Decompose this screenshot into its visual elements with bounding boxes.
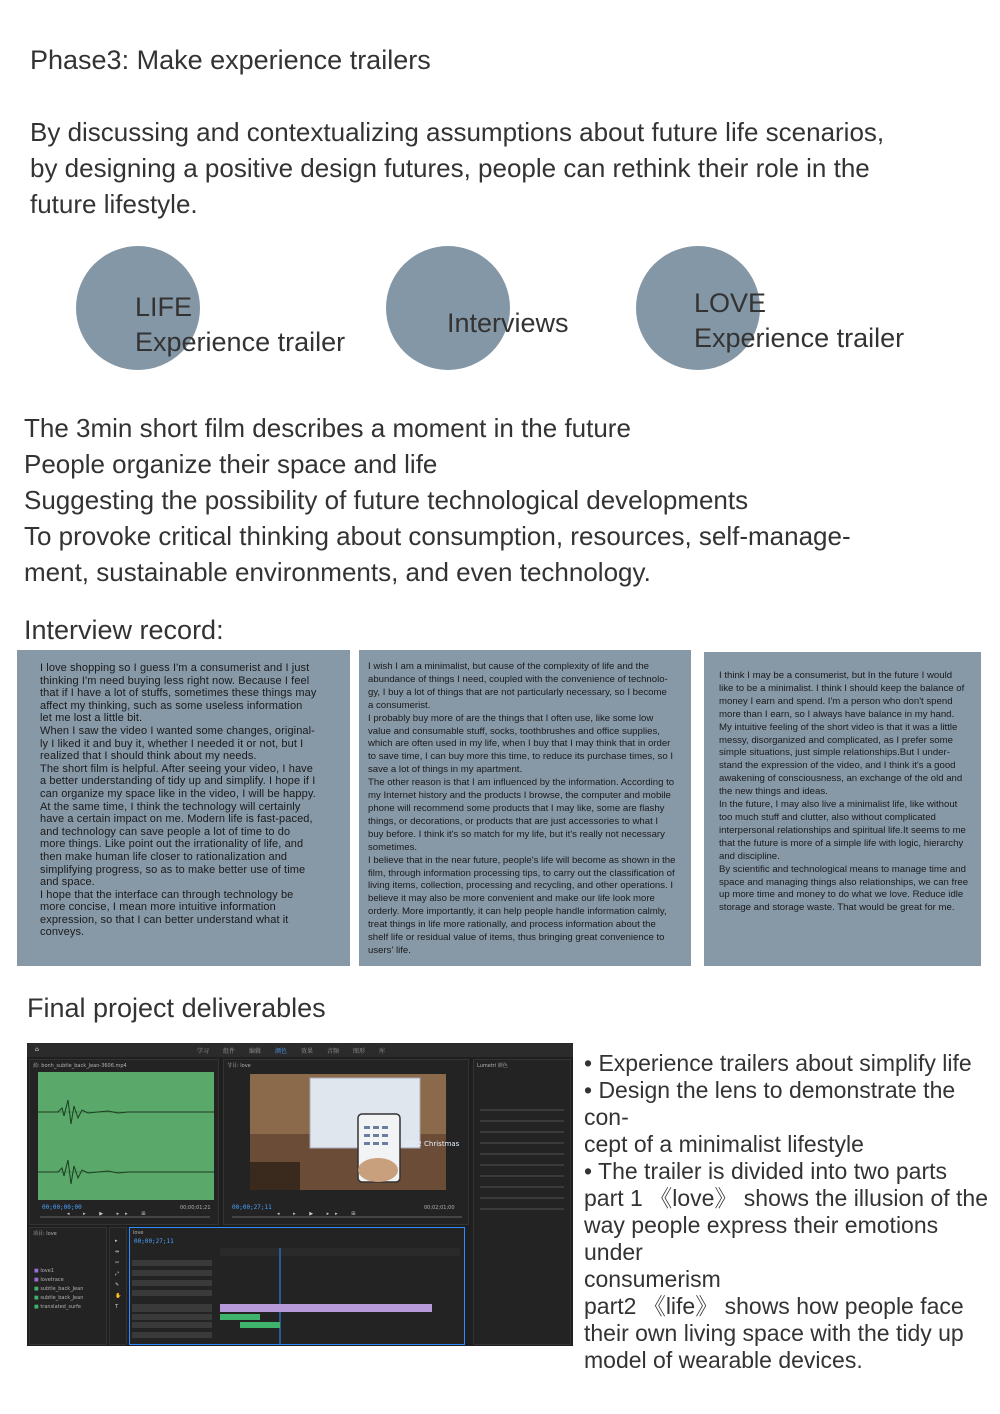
interview-line: a better understanding of tidy up and simplify. I hope if I	[40, 775, 316, 788]
interview-line: orderly. More importantly, it can help people handle information calmly,	[368, 906, 667, 918]
timeline-timecode[interactable]: 00;00;27;11	[134, 1238, 174, 1245]
description-line: ment, sustainable environments, and even technology.	[24, 557, 651, 587]
interview-line: storage and storage waste. That would be great for me.	[719, 902, 955, 914]
deliverable-line: consumerism	[584, 1266, 721, 1292]
deliverable-line: way people express their emotions under	[584, 1212, 939, 1265]
interview-line: more than I earn, so I always have balance in my hand.	[719, 708, 955, 720]
interview-line: a consumerist.	[368, 699, 431, 711]
menu-item[interactable]: 库	[379, 1048, 386, 1055]
deliverable-line: • The trailer is divided into two parts	[584, 1158, 948, 1184]
menu-item[interactable]: 音频	[327, 1048, 340, 1055]
program-timecode[interactable]: 00;00;27;11	[232, 1204, 272, 1211]
source-duration: 00;00;01;21	[180, 1205, 211, 1211]
interview-line: my Internet history and the products I browse, the computer and mobile	[368, 790, 671, 802]
interview-line: I wish I am a minimalist, but cause of the complexity of life and the	[368, 661, 650, 672]
interview-line: abundance of things I need, coupled with the convenience of technolo-	[368, 673, 668, 685]
menu-item[interactable]: 效果	[301, 1048, 314, 1055]
source-monitor	[29, 1059, 219, 1225]
interview-line: that if I have a lot of stuffs, sometimes these things may	[40, 687, 317, 700]
editor-menu-bar	[27, 1043, 573, 1057]
description-line: The 3min short film describes a moment in the future	[24, 413, 631, 443]
interview-line: too much stuff and clutter, also without complicated	[719, 811, 936, 823]
interview-line: can organize my space like in the video, I will be happy.	[40, 787, 316, 800]
interview-line: that the future is more of a simple life with logic, hierarchy	[719, 837, 964, 849]
project-panel	[29, 1227, 107, 1345]
deliverable-line: model of wearable devices.	[584, 1347, 863, 1373]
project-item[interactable]: ■ subtle_back_Jean	[34, 1286, 84, 1292]
project-item[interactable]: ■ translated_surfe	[34, 1304, 82, 1310]
interview-line: save a lot of things in my apartment.	[368, 764, 523, 776]
slider[interactable]	[480, 1164, 564, 1166]
interview-line: sometimes.	[368, 841, 418, 853]
intro-line: By discussing and contextualizing assumptions about future life scenarios,	[30, 117, 885, 147]
program-duration: 00;02;01;00	[424, 1205, 455, 1211]
interview-line: space and managing things also relationships, we can free	[719, 876, 969, 888]
deliverables-list	[584, 1050, 996, 1374]
interview-line: treat things in life more rationally, and process information about the	[368, 919, 656, 931]
video-editor-screenshot	[27, 1043, 573, 1346]
interviews-circle-label	[447, 306, 569, 341]
timeline-tracks	[130, 1248, 464, 1344]
interview-line: I think I may be a consumerist, but In the future I would	[719, 670, 953, 681]
interview-line: more things. Like point out the irrationality of life, and	[40, 838, 304, 851]
interview-line: interpersonal relationships and spiritual life.It seems to me	[719, 824, 966, 836]
project-list	[34, 1268, 83, 1313]
description-line: To provoke critical thinking about consumption, resources, self-manage-	[24, 521, 851, 551]
interview-line: and space.	[40, 876, 95, 889]
video-frame	[250, 1074, 460, 1190]
interview-line: messy, disorganized and complicated, as I prefer some	[719, 734, 953, 746]
interview-line: more concise, I mean more intuitive information	[40, 901, 276, 914]
slider[interactable]	[480, 1197, 564, 1199]
love-circle-label	[694, 286, 904, 356]
intro-line: future lifestyle.	[30, 189, 198, 219]
interview-record-title: Interview record:	[24, 615, 224, 645]
interviews-title: Interviews	[447, 308, 569, 338]
menu-item[interactable]: 组件	[223, 1048, 236, 1055]
lumetri-tab[interactable]: Lumetri 颜色	[477, 1063, 508, 1069]
interview-line: I probably buy more of are the things that I often use, like some low	[368, 712, 654, 724]
interview-line: to save time, I can buy more this time, to reduce its purchase times, so I	[368, 751, 673, 763]
slider[interactable]	[480, 1186, 564, 1188]
interview-line: simple situations, just simple relationships.But I under-	[719, 747, 950, 759]
interview-line: users' life.	[368, 944, 411, 956]
interview-line: By scientific and technological means to manage time and	[719, 863, 966, 875]
source-transport-controls[interactable]: ◂ ▸ ▶ ▸▸ ⊞	[67, 1211, 152, 1217]
deliverable-line: • Design the lens to demonstrate the con-	[584, 1077, 956, 1130]
slider[interactable]	[480, 1109, 564, 1111]
interview-line: conveys.	[40, 926, 85, 939]
interview-line: believe it may also be more convenient and make our life look more	[368, 893, 655, 905]
interview-line: My intuitive feeling of the short video is that it was a little	[719, 721, 958, 733]
interview-line: like to be a minimalist. I think I should keep the balance of	[719, 682, 965, 694]
slider[interactable]	[480, 1153, 564, 1155]
timeline-panel	[129, 1227, 465, 1345]
menu-item[interactable]: 图形	[353, 1048, 366, 1055]
project-item[interactable]: ■ love1	[34, 1268, 54, 1274]
interview-box-3	[704, 652, 981, 966]
lumetri-panel	[473, 1059, 571, 1345]
interview-line: In the future, I may also live a minimalist life, like without	[719, 799, 958, 811]
interview-line: affect my thinking, such as some useless information	[40, 699, 303, 712]
deliverable-line: part2 《life》 shows how people face	[584, 1293, 964, 1319]
interview-line: shelf life or residual value of items, thus bringing great convenience to	[368, 932, 665, 944]
description-line: Suggesting the possibility of future technological developments	[24, 485, 749, 515]
slider[interactable]	[480, 1142, 564, 1144]
project-item[interactable]: ■ lovetrace	[34, 1277, 64, 1283]
love-subtitle: Experience trailer	[694, 323, 905, 353]
interview-line: thinking I'm need buying less right now. Because I feel	[40, 674, 310, 687]
source-timecode[interactable]: 00;00;00;00	[42, 1204, 82, 1211]
interview-line: let me lost a little bit.	[40, 712, 143, 725]
interview-line: the new things and ideas.	[719, 786, 828, 798]
life-title: LIFE	[135, 292, 193, 322]
phase-title: Phase3: Make experience trailers	[30, 45, 431, 75]
interview-line: and technology can save people a lot of time to do	[40, 825, 291, 838]
interview-line: I believe that in the near future, people's life will become as shown in the	[368, 854, 676, 866]
slider[interactable]	[480, 1120, 564, 1122]
interview-line: and discipline.	[719, 850, 780, 862]
interview-line: At the same time, I think the technology will certainly	[40, 800, 301, 813]
slider[interactable]	[480, 1131, 564, 1133]
interview-line: buy before. I think it's so match for my life, but it's really not necessary	[368, 828, 665, 840]
deliverable-line: cept of a minimalist lifestyle	[584, 1131, 864, 1157]
interview-line: awakening of consciousness, an exchange of the old and	[719, 773, 963, 785]
slider[interactable]	[480, 1175, 564, 1177]
audio-waveform	[38, 1072, 214, 1200]
tool-icons[interactable]: ▸ ⇹ ✂ ⤢ ✎ ✋ T	[115, 1238, 122, 1310]
interview-line: gy, I buy a lot of things that are not particularly necessary, so I become	[368, 686, 667, 698]
program-tab[interactable]: 节目: love	[227, 1063, 251, 1069]
interview-line: money I earn and spend. I'm a person who don't spend	[719, 695, 953, 707]
project-tab[interactable]: 项目: love	[33, 1231, 57, 1237]
program-transport-controls[interactable]: ◂ ▸ ▶ ▸▸ ⊞	[277, 1211, 362, 1217]
life-subtitle: Experience trailer	[135, 327, 346, 357]
description-line: People organize their space and life	[24, 449, 438, 479]
life-circle-label	[135, 290, 345, 360]
project-item[interactable]: ■ subtle_back_Jean	[34, 1295, 84, 1301]
interview-line: simplifying progress, so as to make better use of time	[40, 863, 306, 876]
menu-item[interactable]: 编辑	[249, 1048, 262, 1055]
program-monitor	[223, 1059, 469, 1225]
interview-line: stand the expression of the video, and I think it's a good	[719, 760, 956, 772]
interview-line: then make human life closer to rationalization and	[40, 850, 288, 863]
interview-line: have a certain impact on me. Modern life is fast-paced,	[40, 813, 313, 826]
menu-item[interactable]: 颜色	[275, 1048, 288, 1055]
slider[interactable]	[480, 1208, 564, 1210]
interview-box-1	[17, 650, 350, 966]
tools-panel	[109, 1227, 127, 1345]
source-tab[interactable]: 源: bonh_subtle_back_Jean-3606.mp4	[33, 1063, 127, 1069]
interview-line: I hope that the interface can through technology be	[40, 888, 294, 901]
deliverables-title: Final project deliverables	[27, 993, 326, 1023]
lumetri-sliders	[480, 1100, 564, 1219]
deliverable-line: part 1 《love》 shows the illusion of the	[584, 1185, 988, 1211]
video-overlay-text: 2022 Christmas	[404, 1140, 460, 1148]
interview-line: value and consumable stuff, socks, toothbrushes and office supplies,	[368, 725, 660, 737]
interview-line: expression, so that I can better understand what it	[40, 913, 289, 926]
interview-line: film, through information processing tips, to carry out the classification of	[368, 867, 675, 879]
interview-line: ly I liked it and buy it, whether I needed it or not, but I	[40, 737, 304, 750]
love-title: LOVE	[694, 288, 767, 318]
home-icon: ⌂	[35, 1046, 39, 1053]
menu-item[interactable]: 学习	[197, 1048, 210, 1055]
deliverable-line: • Experience trailers about simplify life	[584, 1050, 972, 1076]
interview-line: The other reason is that I am influenced by the information. According to	[368, 777, 675, 789]
interview-line: up more time and money to do what we love. Reduce idle	[719, 889, 964, 901]
film-description	[24, 410, 984, 590]
intro-paragraph	[30, 114, 930, 222]
interview-line: things, or decorations, or products that are just accessories to what I	[368, 815, 659, 827]
interview-line: I love shopping so I guess I'm a consumerist and I just	[40, 662, 310, 674]
interview-box-2	[359, 650, 691, 966]
interview-line: which are often used in my life, when I buy that I may think that in order	[368, 738, 671, 750]
interview-line: living items, collection, processing and recycling, and other operations. I	[368, 880, 674, 892]
interview-line: When I saw the video I wanted some changes, original-	[40, 724, 315, 737]
interview-line: The short film is helpful. After seeing your video, I have	[40, 762, 313, 775]
deliverable-line: their own living space with the tidy up	[584, 1320, 964, 1346]
intro-line: by designing a positive design futures, people can rethink their role in the	[30, 153, 870, 183]
timeline-tab[interactable]: love	[133, 1230, 144, 1236]
interview-line: realized that I should think about my needs.	[40, 750, 257, 763]
interview-line: phone will recommend some products that I may like, some are flashy	[368, 802, 665, 814]
